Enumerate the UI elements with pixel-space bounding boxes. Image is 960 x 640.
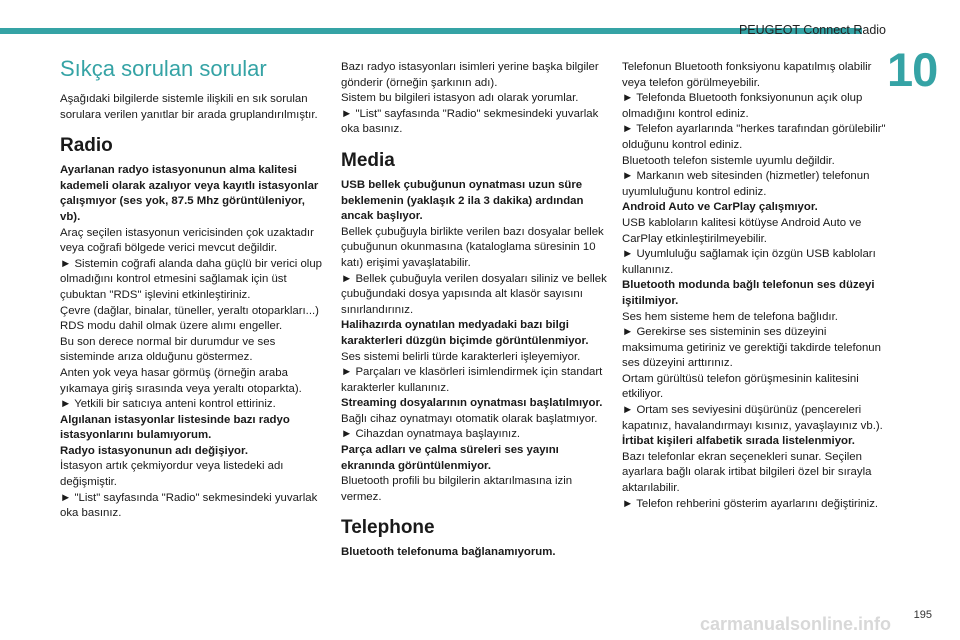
answer: Ses sistemi belirli türde karakterleri işleyemiyor. bbox=[341, 350, 581, 363]
question: Radyo istasyonunun adı değişiyor. bbox=[60, 444, 248, 457]
question: Algılanan istasyonlar listesinde bazı radyo istasyonlarını bulamıyorum. bbox=[60, 413, 290, 442]
page-title: Sıkça sorulan sorular bbox=[60, 56, 267, 81]
answer: Ses hem sisteme hem de telefona bağlıdır. bbox=[622, 310, 838, 323]
instruction: ► "List" sayfasında "Radio" sekmesindeki yuvarlak oka basınız. bbox=[341, 107, 599, 136]
answer: Telefonun Bluetooth fonksiyonu kapatılmış olabilir veya telefon görülmeyebilir. bbox=[622, 61, 872, 89]
answer: Bellek çubuğuyla birlikte verilen bazı dosyalar bellek çubuğunun okunmasına (kataloglama süresinin 10 katı) erişimi yavaşlatabilir. bbox=[341, 225, 604, 269]
column-3 bbox=[622, 60, 886, 512]
instruction: ► Telefonda Bluetooth fonksiyonunun açık olup olmadığını kontrol ediniz. bbox=[622, 92, 863, 120]
section-heading-media: Media bbox=[341, 149, 395, 171]
answer: Sistem bu bilgileri istasyon adı olarak yorumlar. bbox=[341, 92, 579, 105]
answer: Bu son derece normal bir durumdur ve ses sisteminde arıza olduğunu göstermez. bbox=[60, 335, 276, 364]
column-1 bbox=[60, 56, 322, 522]
question: Android Auto ve CarPlay çalışmıyor. bbox=[622, 201, 818, 214]
instruction: ► Telefon ayarlarında "herkes tarafından görülebilir" olduğunu kontrol ediniz. bbox=[622, 123, 886, 151]
instruction: ► Telefon rehberini gösterim ayarlarını değiştiriniz. bbox=[622, 497, 879, 510]
chapter-number: 10 bbox=[887, 43, 938, 96]
page-number: 195 bbox=[913, 609, 932, 621]
section-heading-radio: Radio bbox=[60, 135, 113, 157]
instruction: ► Sistemin coğrafi alanda daha güçlü bir verici olup olmadığını kontrol etmesini sağlamak için üst çubuktan "RDS" işlevini etkinleştiriniz. bbox=[60, 257, 323, 301]
answer: Bazı telefonlar ekran seçenekleri sunar. Seçilen ayarlara bağlı olarak irtibat bilgileri özel bir sırayla aktarılabilir. bbox=[622, 450, 872, 495]
answer: Bazı radyo istasyonları isimleri yerine başka bilgiler gönderir (örneğin şarkının adı). bbox=[341, 61, 599, 89]
question: Bluetooth modunda bağlı telefonun ses düzeyi işitilmiyor. bbox=[622, 279, 875, 307]
answer: Bluetooth profili bu bilgilerin aktarılmasına izin vermez. bbox=[341, 475, 573, 503]
header-accent-bar bbox=[0, 28, 862, 34]
running-header: PEUGEOT Connect Radio bbox=[738, 23, 886, 37]
question: Ayarlanan radyo istasyonunun alma kalitesi kademeli olarak azalıyor veya kayıtlı istasyonlar çalışmıyor (ses yok, 87.5 Mhz görüntüleniyor, vb). bbox=[60, 164, 319, 223]
answer: Ortam gürültüsü telefon görüşmesinin kalitesini etkiliyor. bbox=[622, 372, 859, 401]
watermark: carmanualsonline.info bbox=[700, 614, 892, 634]
question: Bluetooth telefonuma bağlanamıyorum. bbox=[341, 546, 556, 559]
instruction: ► Cihazdan oynatmaya başlayınız. bbox=[341, 428, 521, 441]
question: Halihazırda oynatılan medyadaki bazı bilgi karakterleri düzgün biçimde görüntülenmiyor. bbox=[341, 319, 589, 347]
instruction: ► Parçaları ve klasörleri isimlendirmek için standart karakterler kullanınız. bbox=[341, 366, 603, 394]
answer: Bağlı cihaz oynatmayı otomatik olarak başlatmıyor. bbox=[341, 412, 598, 425]
instruction: ► Ortam ses seviyesini düşürünüz (pencereleri kapatınız, havalandırmayı kısınız, yavaşlayınız vb.). bbox=[622, 404, 883, 432]
column-2 bbox=[341, 60, 607, 561]
answer: Çevre (dağlar, binalar, tüneller, yeraltı otoparkları...) RDS modu dahil olmak üzere alımı engeller. bbox=[60, 304, 319, 333]
answer: Araç seçilen istasyonun vericisinden çok uzaktadır veya coğrafi bölgede verici mevcut değildir. bbox=[60, 226, 314, 255]
instruction: ► Yetkili bir satıcıya anteni kontrol ettiriniz. bbox=[60, 398, 276, 411]
question: Streaming dosyalarının oynatması başlatılmıyor. bbox=[341, 397, 603, 410]
intro-paragraph: Aşağıdaki bilgilerde sistemle ilişkili en sık sorulan sorulara verilen yanıtlar bir arada gruplandırılmıştır. bbox=[60, 93, 318, 121]
answer: Bluetooth telefon sistemle uyumlu değildir. bbox=[622, 154, 835, 167]
question: USB bellek çubuğunun oynatması uzun süre beklemenin (yaklaşık 2 ila 3 dakika) ardından ancak başlıyor. bbox=[341, 178, 584, 223]
instruction: ► Uyumluluğu sağlamak için özgün USB kabloları kullanınız. bbox=[622, 248, 876, 276]
question: İrtibat kişileri alfabetik sırada listelenmiyor. bbox=[622, 435, 855, 448]
answer: İstasyon artık çekmiyordur veya listedeki adı değişmiştir. bbox=[60, 460, 284, 489]
question: Parça adları ve çalma süreleri ses yayını ekranında görüntülenmiyor. bbox=[341, 444, 559, 472]
answer: Anten yok veya hasar görmüş (örneğin araba yıkamaya giriş sırasında veya yeraltı otoparkta). bbox=[60, 366, 302, 395]
instruction: ► "List" sayfasında "Radio" sekmesindeki yuvarlak oka basınız. bbox=[60, 491, 318, 520]
instruction: ► Gerekirse ses sisteminin ses düzeyini maksimuma getiriniz ve gerektiği takdirde telefonun ses düzeyini arttırınız. bbox=[622, 326, 881, 370]
instruction: ► Markanın web sitesinden (hizmetler) telefonun uyumluluğunu kontrol ediniz. bbox=[622, 170, 870, 198]
instruction: ► Bellek çubuğuyla verilen dosyaları siliniz ve bellek çubuğundaki dosya yapısında alt klasör sayısını sınırlandırınız. bbox=[341, 272, 607, 316]
answer: USB kabloların kalitesi kötüyse Android Auto ve CarPlay etkinleştirilmeyebilir. bbox=[622, 216, 862, 245]
section-heading-telephone: Telephone bbox=[341, 517, 435, 539]
